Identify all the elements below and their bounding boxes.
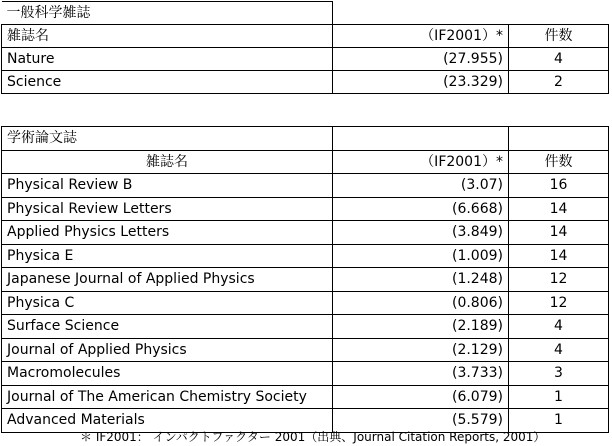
impact-factor: (3.733) bbox=[333, 362, 509, 386]
journal-name: Science bbox=[2, 71, 333, 94]
count: 14 bbox=[509, 197, 609, 221]
table-row bbox=[2, 338, 609, 362]
impact-factor: (6.668) bbox=[333, 197, 509, 221]
table-row bbox=[2, 197, 609, 221]
impact-factor: (23.329) bbox=[333, 71, 509, 94]
count: 1 bbox=[509, 385, 609, 409]
header-impact-factor: （IF2001）* bbox=[333, 150, 509, 174]
impact-factor: (3.07) bbox=[333, 174, 509, 198]
count: 14 bbox=[509, 221, 609, 245]
journal-name: Applied Physics Letters bbox=[2, 221, 333, 245]
journal-name: Journal of Applied Physics bbox=[2, 338, 333, 362]
table-title: 一般科学雑誌 bbox=[2, 2, 333, 25]
impact-factor: (0.806) bbox=[333, 291, 509, 315]
count: 4 bbox=[509, 315, 609, 339]
impact-factor: (27.955) bbox=[333, 48, 509, 71]
count: 4 bbox=[509, 338, 609, 362]
table-title-row bbox=[2, 2, 609, 25]
count: 3 bbox=[509, 362, 609, 386]
table-row bbox=[2, 362, 609, 386]
impact-factor: (2.129) bbox=[333, 338, 509, 362]
table-row bbox=[2, 221, 609, 245]
table-row bbox=[2, 385, 609, 409]
impact-factor: (1.248) bbox=[333, 268, 509, 292]
count: 14 bbox=[509, 244, 609, 268]
table-row bbox=[2, 244, 609, 268]
academic-journals-table bbox=[1, 126, 609, 433]
empty-cell bbox=[333, 2, 509, 25]
count: 12 bbox=[509, 291, 609, 315]
header-journal-name: 雑誌名 bbox=[2, 25, 333, 48]
journal-name: Advanced Materials bbox=[2, 409, 333, 433]
empty-cell bbox=[509, 2, 609, 25]
empty-cell bbox=[509, 127, 609, 151]
table-title: 学術論文誌 bbox=[2, 127, 333, 151]
table-title-row bbox=[2, 127, 609, 151]
count: 16 bbox=[509, 174, 609, 198]
journal-name: Macromolecules bbox=[2, 362, 333, 386]
header-row bbox=[2, 150, 609, 174]
header-journal-name: 雑誌名 bbox=[2, 150, 333, 174]
journal-name: Japanese Journal of Applied Physics bbox=[2, 268, 333, 292]
table-row bbox=[2, 71, 609, 94]
general-science-journals-table bbox=[1, 1, 609, 94]
count: 1 bbox=[509, 409, 609, 433]
impact-factor: (2.189) bbox=[333, 315, 509, 339]
header-count: 件数 bbox=[509, 150, 609, 174]
impact-factor: (3.849) bbox=[333, 221, 509, 245]
table-row bbox=[2, 409, 609, 433]
table-row bbox=[2, 268, 609, 292]
table-row bbox=[2, 315, 609, 339]
table-row bbox=[2, 174, 609, 198]
journal-name: Physical Review Letters bbox=[2, 197, 333, 221]
empty-cell bbox=[333, 127, 509, 151]
count: 4 bbox=[509, 48, 609, 71]
count: 12 bbox=[509, 268, 609, 292]
journal-name: Journal of The American Chemistry Society bbox=[2, 385, 333, 409]
journal-name: Physica E bbox=[2, 244, 333, 268]
header-impact-factor: （IF2001）* bbox=[333, 25, 509, 48]
header-row bbox=[2, 25, 609, 48]
impact-factor: (6.079) bbox=[333, 385, 509, 409]
journal-name: Nature bbox=[2, 48, 333, 71]
table-row bbox=[2, 291, 609, 315]
journal-name: Surface Science bbox=[2, 315, 333, 339]
footnote: ＊ IF2001： インパクトファクター 2001（出典、Journal Citation Reports, 2001） bbox=[80, 430, 546, 444]
impact-factor: (1.009) bbox=[333, 244, 509, 268]
impact-factor: (5.579) bbox=[333, 409, 509, 433]
count: 2 bbox=[509, 71, 609, 94]
journal-name: Physica C bbox=[2, 291, 333, 315]
journal-name: Physical Review B bbox=[2, 174, 333, 198]
table-row bbox=[2, 48, 609, 71]
header-count: 件数 bbox=[509, 25, 609, 48]
